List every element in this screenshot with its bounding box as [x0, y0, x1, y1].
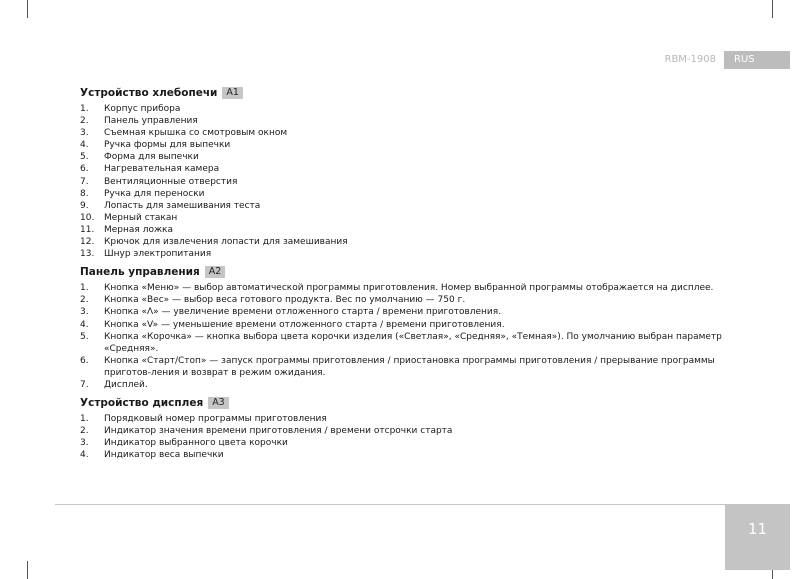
item-text: Съемная крышка со смотровым окном — [104, 128, 288, 139]
section-title — [80, 86, 730, 100]
crop-mark — [27, 561, 28, 579]
item-text: Лопасть для замешивания теста — [104, 200, 261, 211]
section-control-panel — [80, 265, 730, 391]
footer-divider — [55, 504, 725, 505]
list-item — [80, 294, 730, 306]
item-number: 2. — [80, 116, 89, 127]
item-text: Ручка формы для выпечки — [104, 140, 231, 151]
list-item — [80, 355, 730, 379]
item-number: 6. — [80, 164, 89, 175]
item-number: 9. — [80, 200, 89, 211]
list-item — [80, 115, 730, 127]
item-number: 7. — [80, 379, 89, 390]
item-text: Панель управления — [104, 116, 198, 127]
list-item — [80, 449, 730, 461]
list-item — [80, 437, 730, 449]
item-number: 5. — [80, 331, 89, 342]
item-number: 2. — [80, 295, 89, 306]
figure-badge: A1 — [222, 87, 243, 99]
item-number: 2. — [80, 426, 89, 437]
item-text: Порядковый номер программы приготовления — [104, 414, 327, 425]
language-badge: RUS — [724, 51, 790, 69]
item-text: Кнопка «Вес» — выбор веса готового продукта. Вес по умолчанию — 750 г. — [104, 295, 466, 306]
list-item — [80, 224, 730, 236]
item-text: Ручка для переноски — [104, 188, 205, 199]
list-item — [80, 127, 730, 139]
item-text: Мерная ложка — [104, 224, 174, 235]
parts-list — [80, 103, 730, 260]
item-number: 13. — [80, 249, 95, 260]
item-number: 4. — [80, 450, 89, 461]
item-text: Шнур электропитания — [104, 249, 212, 260]
item-number: 3. — [80, 128, 89, 139]
item-number: 1. — [80, 283, 89, 294]
item-text: Нагревательная камера — [104, 164, 220, 175]
figure-badge: A3 — [208, 397, 229, 409]
item-text: Вентиляционные отверстия — [104, 176, 238, 187]
item-number: 3. — [80, 438, 89, 449]
list-item — [80, 331, 730, 355]
item-text: Индикатор выбранного цвета корочки — [104, 438, 288, 449]
item-number: 1. — [80, 104, 89, 114]
list-item — [80, 163, 730, 175]
section-title-text: Устройство хлебопечи — [80, 87, 218, 99]
list-item — [80, 306, 730, 318]
display-list — [80, 413, 730, 461]
item-number: 3. — [80, 307, 89, 318]
list-item — [80, 319, 730, 331]
item-text: Кнопка «V» — уменьшение времени отложенного старта / времени приготовления. — [104, 319, 505, 330]
item-text: Форма для выпечки — [104, 152, 199, 163]
item-number: 1. — [80, 414, 89, 425]
section-title — [80, 265, 730, 279]
item-number: 8. — [80, 188, 89, 199]
item-text: Дисплей. — [104, 379, 148, 390]
item-text: Индикатор значения времени приготовления / времени отсрочки старта — [104, 426, 453, 437]
list-item — [80, 151, 730, 163]
page-number: 11 — [725, 504, 790, 570]
list-item — [80, 425, 730, 437]
item-number: 4. — [80, 319, 89, 330]
crop-mark — [772, 0, 773, 18]
document-body — [80, 86, 730, 466]
list-item — [80, 176, 730, 188]
list-item — [80, 413, 730, 425]
item-text: Кнопка «Λ» — увеличение времени отложенного старта / времени приготовления. — [104, 307, 502, 318]
list-item — [80, 282, 730, 294]
section-bread-maker — [80, 86, 730, 260]
item-text: Индикатор веса выпечки — [104, 450, 224, 461]
item-text: Кнопка «Старт/Стоп» — запуск программы приготовления / приостановка программы приготовления / прерывание программы приготов-ления и возврат в режим ожидания. — [104, 355, 715, 378]
item-text: Кнопка «Меню» — выбор автоматической программы приготовления. Номер выбранной программы отображается на дисплее. — [104, 283, 714, 294]
page-header — [640, 51, 790, 69]
item-number: 12. — [80, 237, 95, 248]
section-title — [80, 396, 730, 410]
item-number: 11. — [80, 224, 95, 235]
list-item — [80, 379, 730, 391]
list-item — [80, 139, 730, 151]
list-item — [80, 103, 730, 115]
item-number: 7. — [80, 176, 89, 187]
list-item — [80, 200, 730, 212]
list-item — [80, 188, 730, 200]
item-number: 6. — [80, 355, 89, 366]
model-label: RBM-1908 — [664, 54, 716, 65]
section-title-text: Панель управления — [80, 266, 200, 279]
item-number: 5. — [80, 152, 89, 163]
item-number: 4. — [80, 140, 89, 151]
item-number: 10. — [80, 212, 95, 223]
section-title-text: Устройство дисплея — [80, 397, 204, 410]
list-item — [80, 236, 730, 248]
item-text: Кнопка «Корочка» — кнопка выбора цвета корочки изделия («Светлая», «Средняя», «Темная»). По умолчанию выбран параметр «Средняя». — [104, 331, 722, 354]
item-text: Крючок для извлечения лопасти для замешивания — [104, 237, 348, 248]
item-text: Мерный стакан — [104, 212, 178, 223]
figure-badge: A2 — [205, 266, 226, 278]
crop-mark — [27, 0, 28, 18]
controls-list — [80, 282, 730, 391]
list-item — [80, 248, 730, 260]
list-item — [80, 212, 730, 224]
section-display — [80, 396, 730, 461]
item-text: Корпус прибора — [104, 104, 181, 114]
